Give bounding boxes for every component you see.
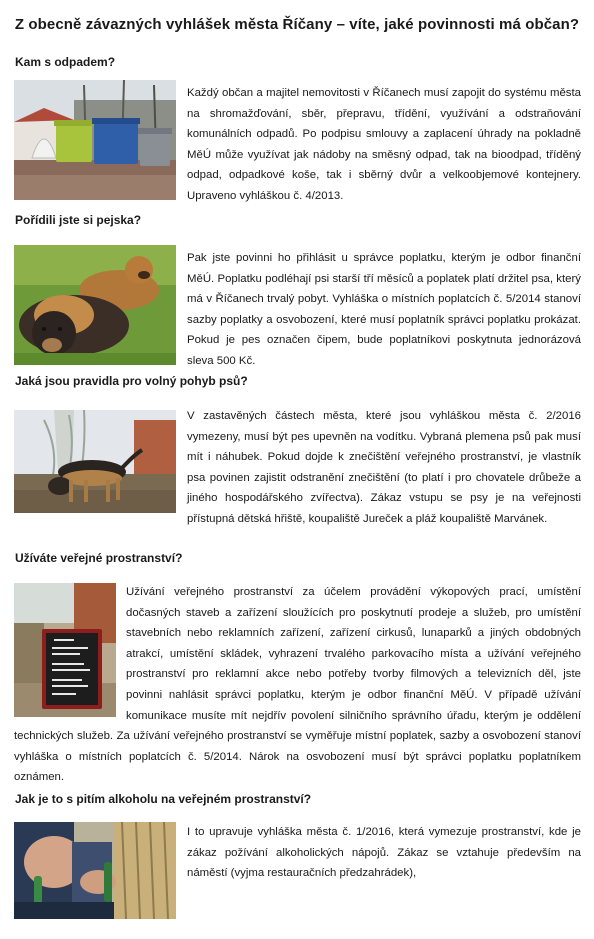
section-text-public-space-body: Užívání veřejného prostranství za účelem provádění výkopových prací, umístění dočasných staveb a zařízení sloužících pro poskytnutí prodeje a služeb, pro umístění stavebních nebo reklamních zařízení, zařízení cirkusů, lunaparků a jiných obdobných atrakcí, umístění skládek, vyhrazení trvalého parkovacího místa a užívání veřejného prostranství pro reklamní akce nebo potřeby tvorby filmových a televizních děl, jste povinni nahlásit správci poplatku, kterým je odbor finanční MěÚ. V případě užívání komunikace musíte mít nejdřív povolení silničního správního úřadu, kterým je oddělení technických služeb. Za užívání veřejného prostranství se vyměřuje místní poplatek, sazby a osvobození stanoví vyhláška o místních poplatcích č. 5/2014. Nárok na osvobození musí být správci poplatku poplatníkem oznámen.: [14, 586, 581, 784]
section-text-dog-rules: V zastavěných částech města, které jsou vyhláškou města č. 2/2016 vymezeny, musí být pes upevněn na vodítku. Vybraná plemena psů pak musí mít i náhubek. Pokud dojde k znečištění veřejného prostranství, je vlastník psa povinen zajistit odstranění znečištění (to platí i pro chovatele drůbeže a jiného hospodářského zvířectva). Zákaz vstupu se psy je na veřejnosti přístupná dětská hřiště, koupaliště Jureček a pláž koupaliště Marvánek.: [187, 410, 581, 525]
photo-people-drinking: [14, 822, 176, 919]
section-text-waste: Každý občan a majitel nemovitosti v Říčanech musí zapojit do systému města na shromažďování, sběr, přepravu, třídění, využívání a odstraňování komunálních odpadů. Po podpisu smlouvy a zaplacení úhrady na pokladně MěÚ může využívat jak nádoby na směsný odpad, tak na bioodpad, tříděný odpad, odpadkové koše, tak i sběrný dvůr a velkoobjemové kontejnery. Upraveno vyhláškou č. 4/2013.: [187, 87, 581, 202]
section-text-alcohol: I to upravuje vyhláška města č. 1/2016, která vymezuje prostranství, kde je zákaz požívání alkoholických nápojů. Zákaz se vztahuje především na náměstí (vyjma restauračních předzahrádek),: [187, 826, 581, 880]
section-heading-dog-rules: Jaká jsou pravidla pro volný pohyb psů?: [15, 374, 248, 388]
page-title: Z obecně závazných vyhlášek města Říčany – víte, jaké povinnosti má občan?: [14, 16, 580, 33]
section-heading-dog: Pořídili jste si pejska?: [15, 213, 142, 227]
section-heading-waste: Kam s odpadem?: [15, 55, 116, 69]
section-text-dog: Pak jste povinni ho přihlásit u správce poplatku, kterým je odbor finanční MěÚ. Poplatku podléhají psi starší tří měsíců a poplatek platí držitel psa, který má v Říčanech trvalý pobyt. Vyhláška o místních poplatcích č. 5/2014 stanoví sazby poplatky a osvobození, které musí poplatník správci poplatku prokázat. Pokud je pes označen čipem, bude poplatníkovi poskytnuta jednorázová sleva 500 Kč.: [187, 252, 581, 367]
photo-dog-walking: [14, 410, 176, 513]
photo-dogs-on-grass: [14, 245, 176, 365]
section-text-public-space: [14, 582, 581, 788]
section-heading-alcohol: Jak je to s pitím alkoholu na veřejném prostranství?: [15, 792, 312, 806]
image-float-spacer: [14, 582, 126, 724]
photo-waste-bins: [14, 80, 176, 200]
section-heading-public-space: Užíváte veřejné prostranství?: [15, 551, 183, 565]
